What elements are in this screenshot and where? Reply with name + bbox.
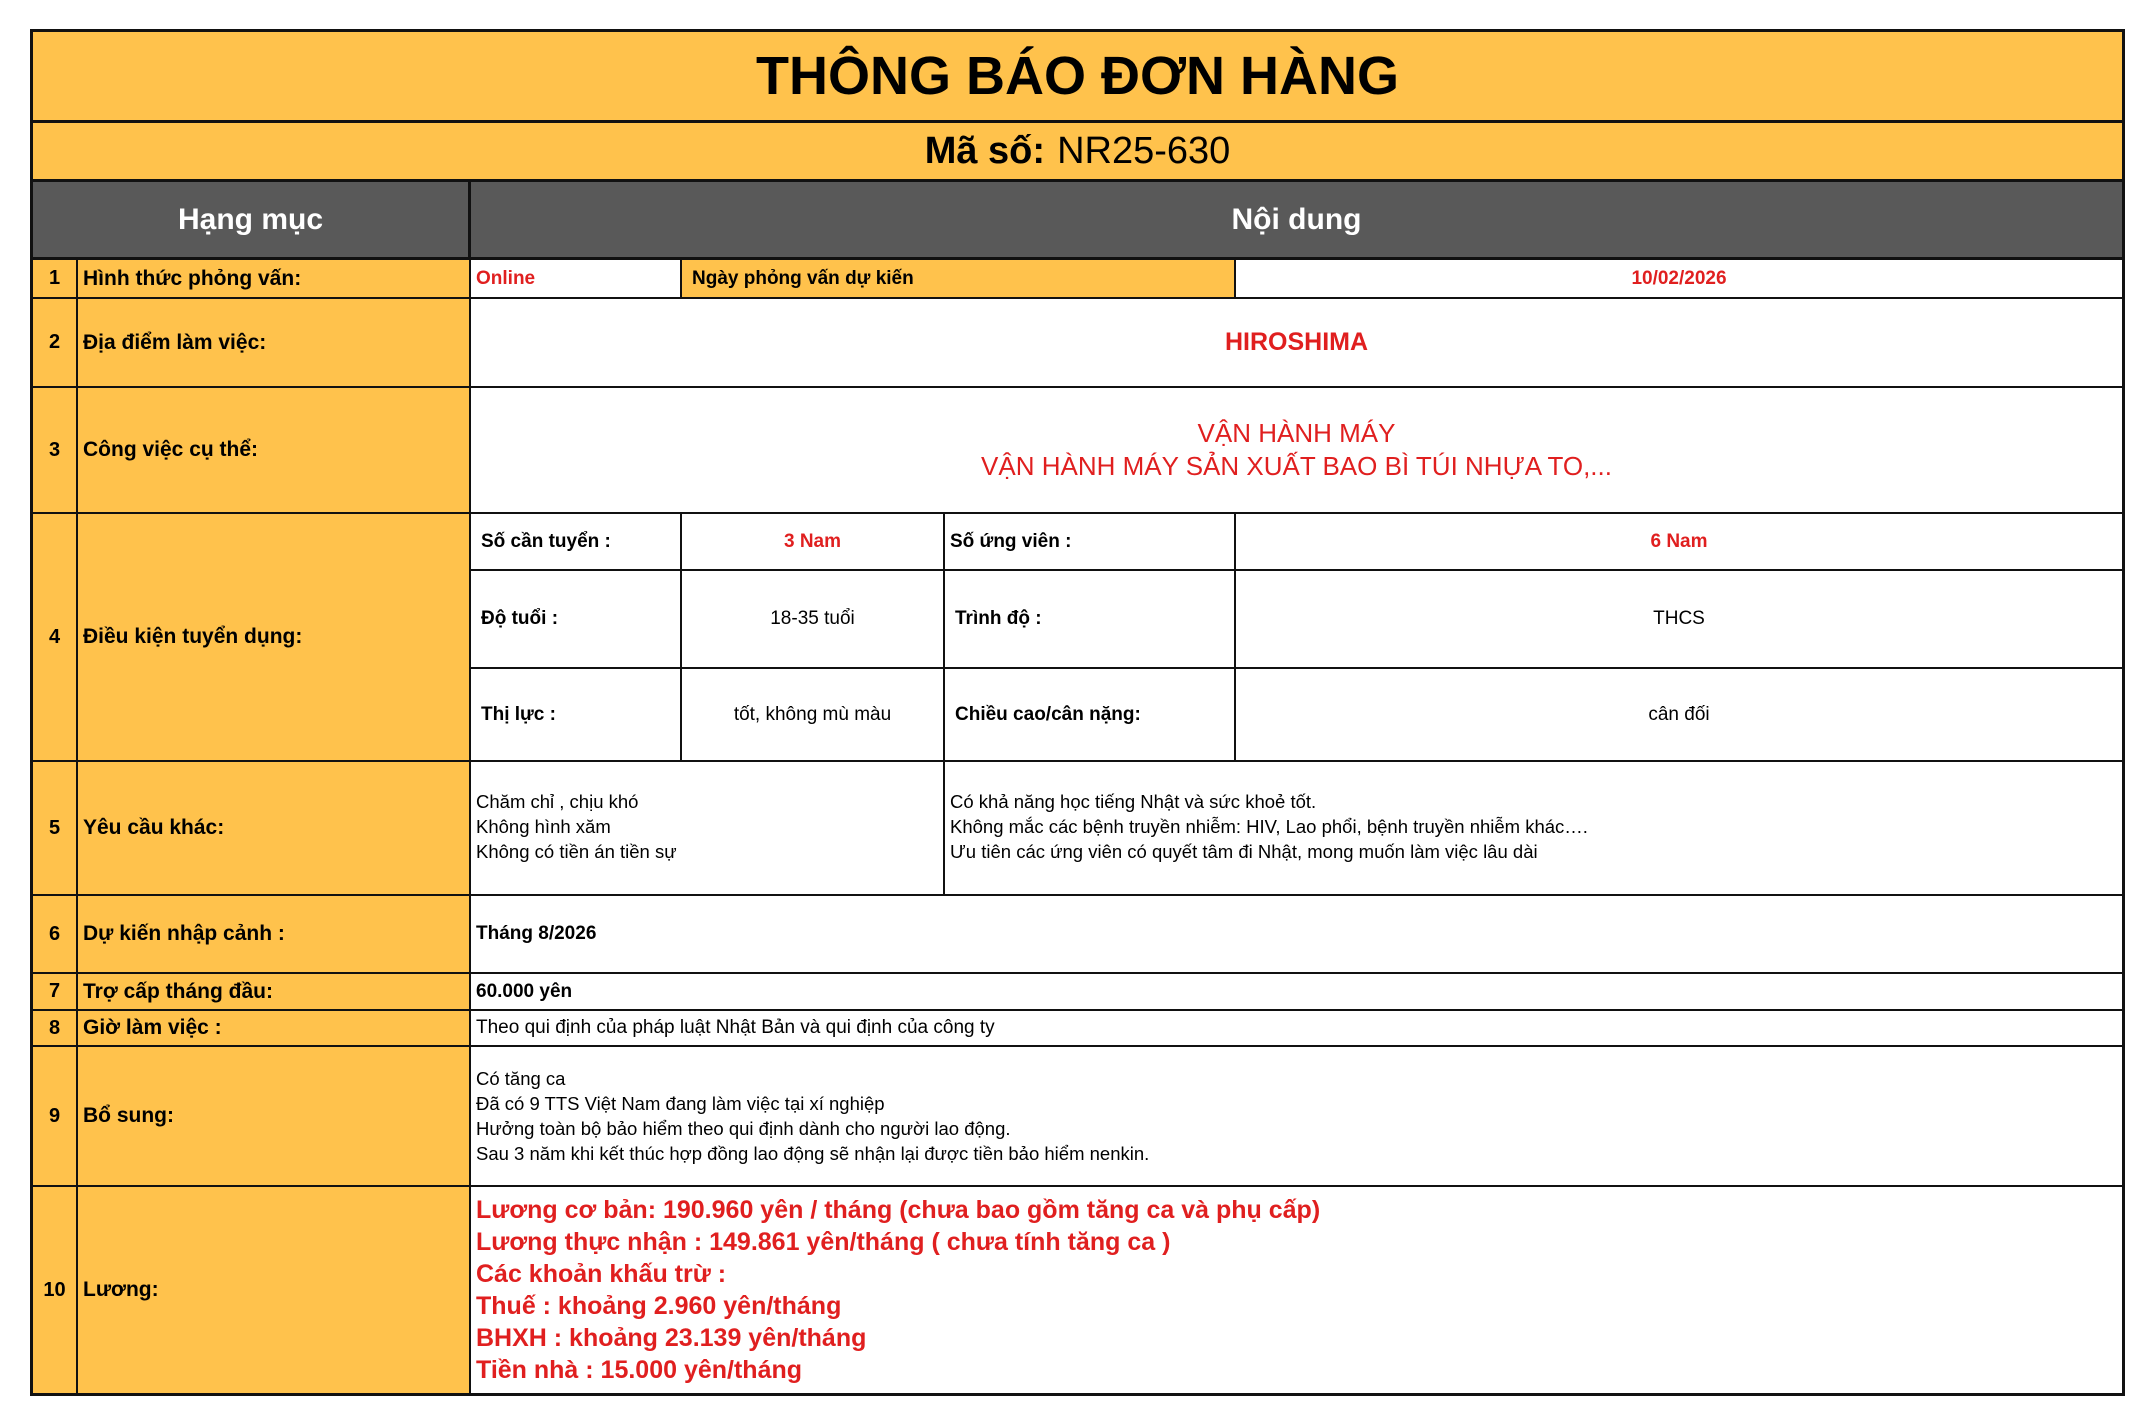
- row-4-label: Điều kiện tuyển dụng:: [78, 514, 471, 762]
- age-label: Độ tuổi :: [471, 571, 682, 669]
- age-value: 18-35 tuổi: [682, 571, 945, 669]
- interview-format-value: Online: [471, 260, 682, 299]
- order-code-value: NR25-630: [1057, 129, 1231, 172]
- salary-line: Các khoản khấu trừ :: [476, 1260, 727, 1288]
- vision-value: tốt, không mù màu: [682, 669, 945, 762]
- row-10-label: Lương:: [78, 1187, 471, 1393]
- order-code: [33, 123, 2122, 182]
- header-category: Hạng mục: [33, 182, 471, 257]
- additional-line: Có tăng ca: [476, 1068, 566, 1089]
- additional-info: [471, 1047, 2122, 1187]
- row-5-label: Yêu cầu khác:: [78, 762, 471, 896]
- table-header: [33, 182, 2122, 260]
- education-value: THCS: [1236, 571, 2122, 669]
- education-label: Trình độ :: [945, 571, 1236, 669]
- row-3-number: 3: [33, 388, 78, 514]
- row-2-label: Địa điểm làm việc:: [78, 299, 471, 388]
- height-weight-label: Chiều cao/cân nặng:: [945, 669, 1236, 762]
- header-content: Nội dung: [1231, 202, 1362, 236]
- work-location-value: HIROSHIMA: [471, 299, 2122, 388]
- row-8-label: Giờ làm việc :: [78, 1011, 471, 1047]
- interview-date-value: 10/02/2026: [1236, 260, 2122, 299]
- job-detail: VẬN HÀNH MÁY SẢN XUẤT BAO BÌ TÚI NHỰA TO,...: [981, 451, 1612, 481]
- salary-line: Thuế : khoảng 2.960 yên/tháng: [476, 1292, 842, 1320]
- row-7-label: Trợ cấp tháng đầu:: [78, 974, 471, 1011]
- other-requirements-right: [945, 762, 2122, 896]
- salary-line: Lương cơ bản: 190.960 yên / tháng (chưa bao gồm tăng ca và phụ cấp): [476, 1196, 1321, 1224]
- requirement-line: Chăm chỉ , chịu khó: [476, 791, 639, 812]
- salary-details: [471, 1187, 2122, 1393]
- row-7-number: 7: [33, 974, 78, 1011]
- salary-line: BHXH : khoảng 23.139 yên/tháng: [476, 1324, 867, 1352]
- vision-label: Thị lực :: [471, 669, 682, 762]
- order-code-label: Mã số:: [924, 129, 1046, 172]
- recruit-count-value: 3 Nam: [682, 514, 945, 571]
- job-description: [471, 388, 2122, 514]
- row-4-number: 4: [33, 514, 78, 762]
- additional-line: Sau 3 năm khi kết thúc hợp đồng lao động sẽ nhận lại được tiền bảo hiểm nenkin.: [476, 1143, 1150, 1164]
- order-notice-sheet: [30, 29, 2125, 1396]
- other-requirements-left: [471, 762, 945, 896]
- requirement-line: Không hình xăm: [476, 816, 611, 837]
- row-1-label: Hình thức phỏng vấn:: [78, 260, 471, 299]
- requirement-line: Có khả năng học tiếng Nhật và sức khoẻ tốt.: [950, 791, 1317, 812]
- requirement-line: Không mắc các bệnh truyền nhiễm: HIV, Lao phổi, bệnh truyền nhiễm khác….: [950, 816, 1588, 837]
- recruit-count-label: Số cần tuyển :: [471, 514, 682, 571]
- interview-date-label: Ngày phỏng vấn dự kiến: [682, 260, 1236, 299]
- candidate-count-value: 6 Nam: [1236, 514, 2122, 571]
- row-8-number: 8: [33, 1011, 78, 1047]
- candidate-count-label: Số ứng viên :: [945, 514, 1236, 571]
- additional-line: Hưởng toàn bộ bảo hiểm theo qui định dành cho người lao động.: [476, 1118, 1011, 1139]
- row-3-label: Công việc cụ thể:: [78, 388, 471, 514]
- requirement-line: Ưu tiên các ứng viên có quyết tâm đi Nhật, mong muốn làm việc lâu dài: [950, 841, 1538, 862]
- row-5-number: 5: [33, 762, 78, 896]
- job-title: VẬN HÀNH MÁY: [1197, 418, 1396, 448]
- row-1-number: 1: [33, 260, 78, 299]
- first-month-allowance-value: 60.000 yên: [471, 974, 2122, 1011]
- row-9-label: Bổ sung:: [78, 1047, 471, 1187]
- row-6-number: 6: [33, 896, 78, 974]
- row-10-number: 10: [33, 1187, 78, 1393]
- working-hours-value: Theo qui định của pháp luật Nhật Bản và qui định của công ty: [471, 1011, 2122, 1047]
- row-6-label: Dự kiến nhập cảnh :: [78, 896, 471, 974]
- expected-entry-value: Tháng 8/2026: [471, 896, 2122, 974]
- row-2-number: 2: [33, 299, 78, 388]
- salary-line: Tiền nhà : 15.000 yên/tháng: [476, 1356, 803, 1384]
- height-weight-value: cân đối: [1236, 669, 2122, 762]
- row-9-number: 9: [33, 1047, 78, 1187]
- requirement-line: Không có tiền án tiền sự: [476, 841, 677, 862]
- salary-line: Lương thực nhận : 149.861 yên/tháng ( chưa tính tăng ca ): [476, 1228, 1171, 1256]
- additional-line: Đã có 9 TTS Việt Nam đang làm việc tại xí nghiệp: [476, 1093, 885, 1114]
- document-title: THÔNG BÁO ĐƠN HÀNG: [33, 32, 2122, 123]
